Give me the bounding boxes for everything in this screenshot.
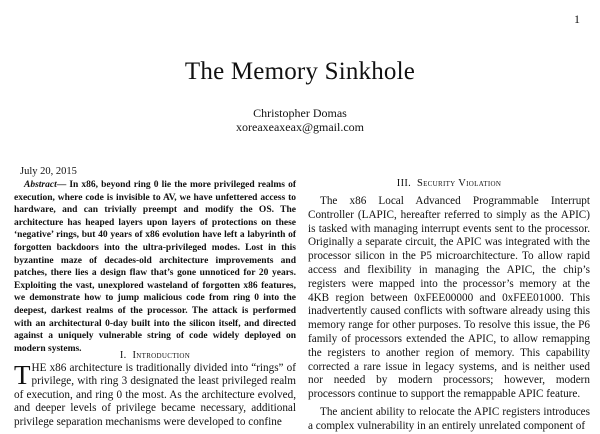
author-block [0, 106, 600, 134]
section-title: Security Violation [416, 178, 502, 189]
author-name: Christopher Domas [253, 106, 347, 120]
author-email: xoreaxeaxeax@gmail.com [236, 120, 364, 134]
security-paragraph-2: The ancient ability to relocate the APIC registers introduces a complex vulnerability in an entirely unrelated component of [308, 406, 590, 432]
drop-cap: T [14, 360, 31, 390]
paper-title: The Memory Sinkhole [184, 58, 416, 85]
section-number: III. [396, 178, 412, 189]
section-heading-security-violation [308, 178, 590, 189]
section-heading-introduction [14, 350, 296, 361]
introduction-paragraph [14, 362, 296, 429]
section-title: Introduction [132, 350, 191, 361]
abstract-label: Abstract [24, 180, 57, 190]
security-paragraph-1: The x86 Local Advanced Programmable Interrupt Controller (LAPIC, hereafter referred to simply as the APIC) is tasked with managing interrupt events sent to the processor. Originally a separate circuit, the APIC was integrated with the processor silicon in the P5 microarchitecture. To allow rapid access and flexibility in managing the APIC, the chip’s registers were mapped into the processor’s memory at the 4KB region between 0xFEE00000 and 0xFEE01000. This inadvertently caused conflicts with software already using this memory range for other purposes. To resolve this issue, the P6 family of processors extended the APIC, to allow remapping the registers to another region of memory. This capability corrected a rare issue in legacy systems, and is neither used nor needed by modern processors; however, modern processors continue to support the remappable APIC feature. [308, 195, 590, 401]
section-number: I. [119, 350, 127, 361]
abstract [14, 179, 296, 355]
introduction-text: HE x86 architecture is traditionally divided into “rings” of privilege, with ring 3 designated the least privileged realm of execution, and ring 0 the most. As the architecture evolved, and deeper levels of privilege became necessary, additional privilege separation mechanisms were developed to confine [14, 362, 296, 428]
page-number: 1 [574, 12, 580, 26]
abstract-text: — In x86, beyond ring 0 lie the more privileged realms of execution, where code is invisible to AV, we have unfettered access to hardware, and can trivially preempt and modify the OS. The architecture has heaped layers upon layers of protections on these ‘negative’ rings, but 40 years of x86 evolution have left a labyrinth of forgotten backdoors into the ultra-privileged modes. Lost in this byzantine maze of decades-old architecture improvements and patches, there lies a design flaw that’s gone unnoticed for 20 years. Exploiting the vast, unexplored wasteland of forgotten x86 features, we demonstrate how to jump malicious code from ring 0 into the deepest, darkest realms of the processor. The attack is performed with an architectural 0-day built into the silicon itself, and directed against a uniquely vulnerable string of code widely deployed on modern systems. [14, 180, 296, 354]
date: July 20, 2015 [20, 166, 77, 177]
